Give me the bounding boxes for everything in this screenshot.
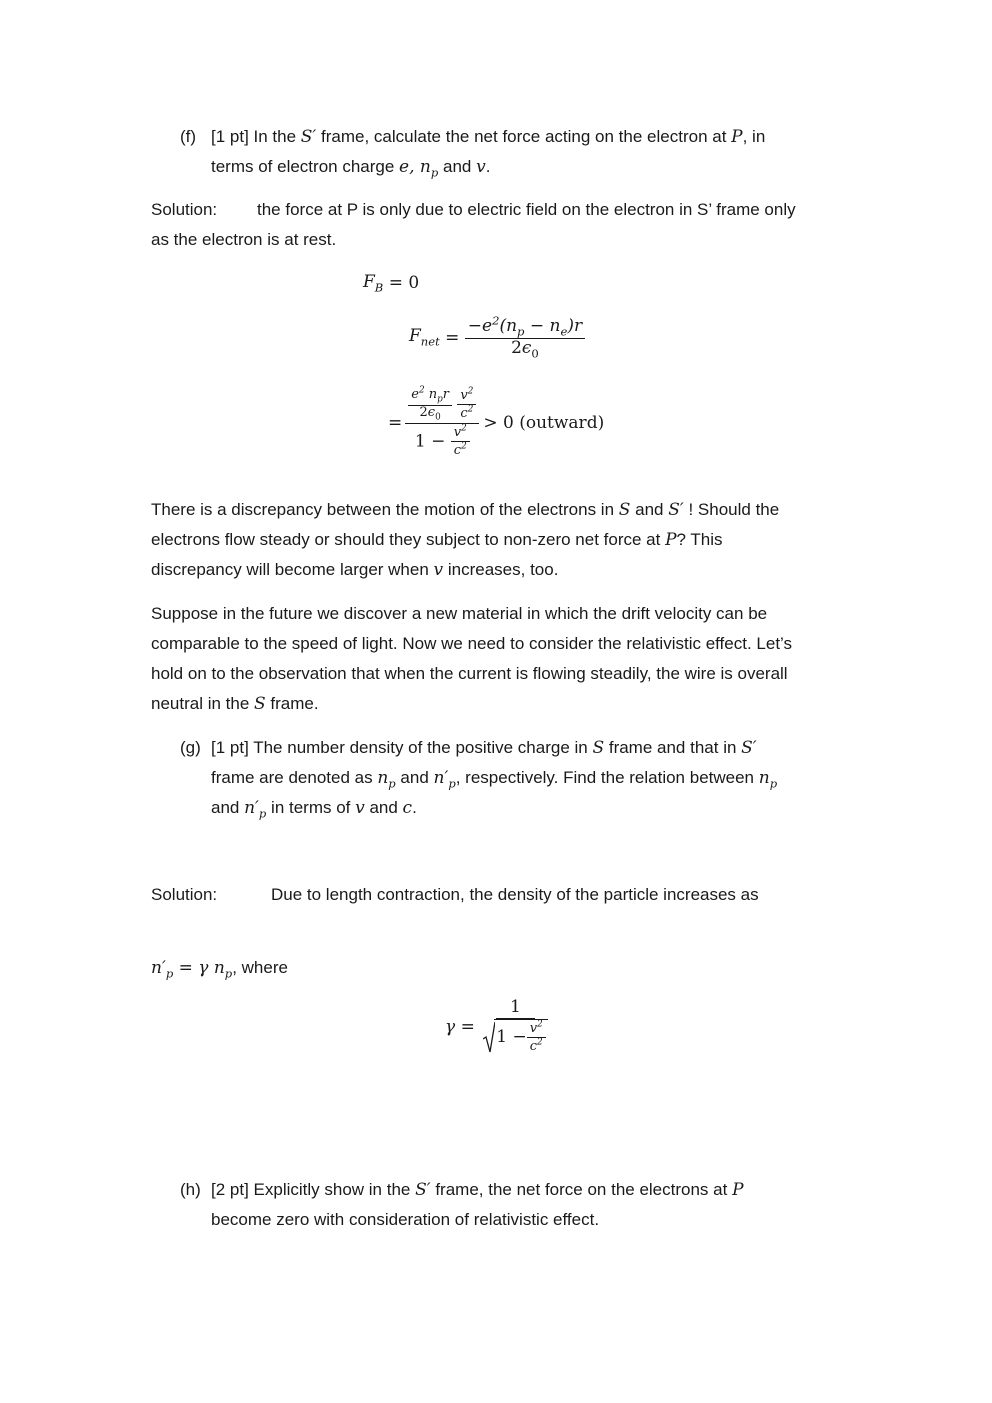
part-h-label: (h) [180,1180,201,1199]
part-h-line1: [2 pt] Explicitly show in the S′ frame, the net force on the electrons at P [211,1180,744,1200]
part-f-label: (f) [180,127,197,146]
solution-f-line2: as the electron is at rest. [151,230,337,249]
future-line2: comparable to the speed of light. Now we need to consider the relativistic effect. Let’s [151,634,793,653]
equation-fnet: $F_{net}$ = $\frac{-e^2(n_p - n_e)r}{2\epsilon_0}$ [409,314,585,361]
part-g-line3: and $n'_p$ in terms of v and c. [211,798,417,821]
equation-gamma: γ = 1 1 − $\frac{v^2}{c^2}$ [445,998,551,1055]
part-g-line2: frame are denoted as $n_p$ and $n'_p$, respectively. Find the relation between $n_p$ [211,768,778,791]
future-line4: neutral in the S frame. [151,694,319,714]
part-f-line1: [1 pt] In the S′ frame, calculate the net force acting on the electron at P, in [211,127,766,147]
future-line1: Suppose in the future we discover a new material in which the drift velocity can be [151,604,768,623]
discrepancy-line2: electrons flow steady or should they subject to non-zero net force at P? This [151,530,723,550]
future-line3: hold on to the observation that when the current is flowing steadily, the wire is overall [151,664,788,683]
solution-g-relation: $n'_p = \gamma$ $n_p$, where [151,958,288,981]
solution-f-line1: the force at P is only due to electric field on the electron in S’ frame only [257,200,796,219]
discrepancy-line3: discrepancy will become larger when v increases, too. [151,560,559,580]
equation-fb: $F_B$ = 0 [363,272,420,295]
part-g-label: (g) [180,738,201,757]
part-h-line2: become zero with consideration of relativistic effect. [211,1210,600,1229]
equation-fnet-result: = $\frac{e^2 n_pr}{2\epsilon_0}$ $\frac{v^2}{c^2}$ 1 − $\frac{v^2}{c^2}$ > 0 (outward) [388,386,605,459]
solution-f-label: Solution: [151,200,218,219]
part-g-line1: [1 pt] The number density of the positive charge in S frame and that in S′ [211,738,757,758]
solution-g-text: Due to length contraction, the density of the particle increases as [271,885,759,904]
discrepancy-line1: There is a discrepancy between the motion of the electrons in S and S′ ! Should the [151,500,780,520]
part-f-line2: terms of electron charge e, $n_p$ and v. [211,157,491,180]
solution-g-label: Solution: [151,885,218,904]
